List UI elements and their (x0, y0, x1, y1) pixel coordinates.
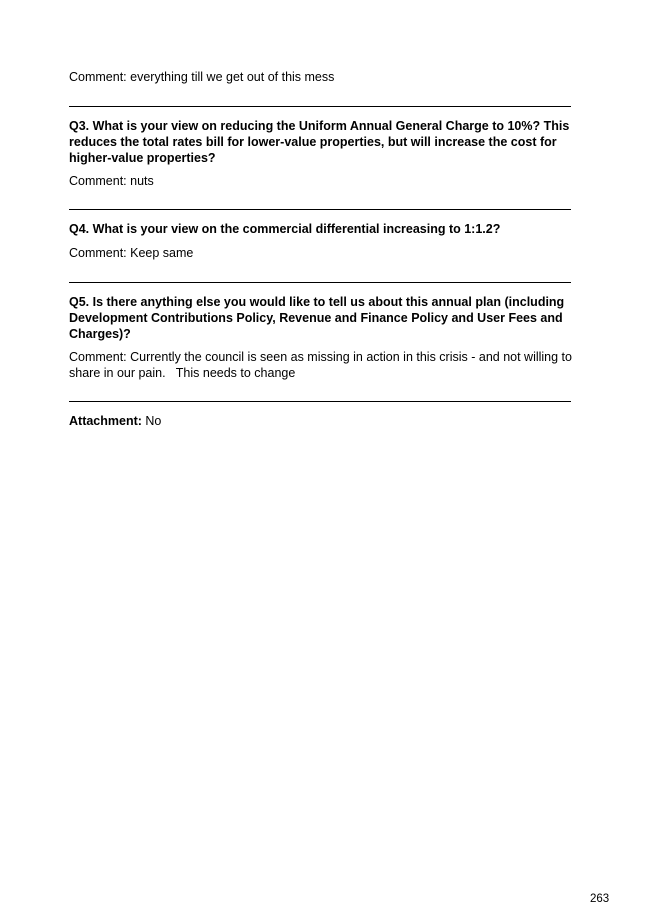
section-divider (69, 282, 571, 283)
q5-question: Q5. Is there anything else you would like to tell us about this annual plan (including Development Contributions Policy, Revenue and Finance Policy and User Fees and Charges)? (69, 295, 565, 341)
page-number: 263 (590, 893, 610, 905)
section-divider (69, 106, 571, 107)
q5-comment: Comment: Currently the council is seen as missing in action in this crisis - and not willing to share in our pain. This needs to change (69, 350, 576, 380)
attachment-value: No (141, 414, 162, 428)
q4-comment: Comment: Keep same (69, 246, 194, 260)
q3-question: Q3. What is your view on reducing the Uniform Annual General Charge to 10%? This reduces the total rates bill for lower-value properties, but will increase the cost for higher-value properties? (69, 119, 570, 165)
section-divider (69, 209, 571, 210)
section-divider (69, 401, 571, 402)
q2-comment: Comment: everything till we get out of this mess (69, 70, 335, 84)
attachment-line (69, 413, 574, 429)
q4-question: Q4. What is your view on the commercial differential increasing to 1:1.2? (69, 222, 501, 236)
q3-comment: Comment: nuts (69, 174, 154, 188)
attachment-label: Attachment: (69, 414, 142, 428)
